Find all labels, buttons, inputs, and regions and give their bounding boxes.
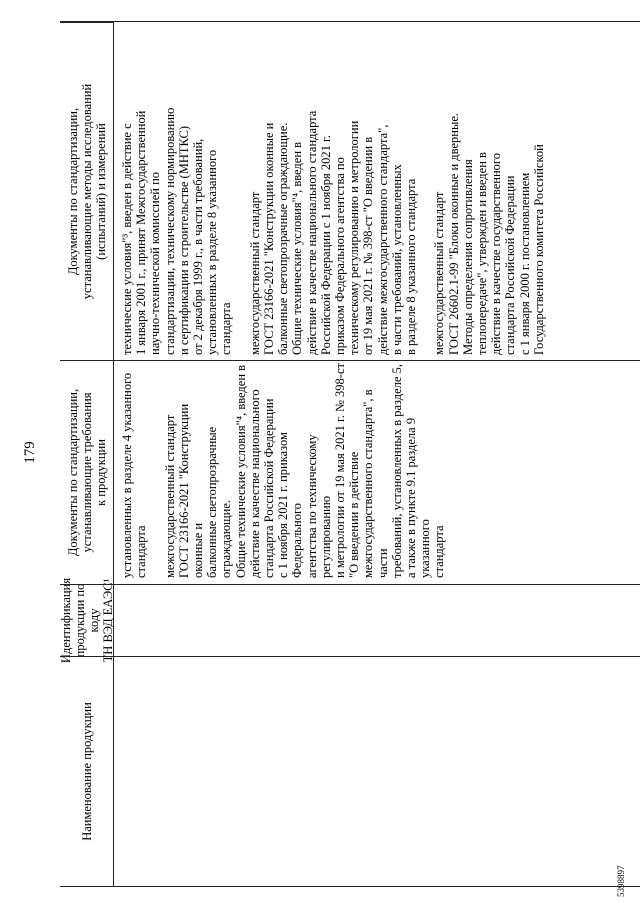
page-number: 179 [22, 441, 38, 464]
header-requirements-docs: Документы по стандартизации, устанавливающие требования к продукции [60, 361, 114, 585]
header-tn-ved-code: Идентификация продукции по коду ТН ВЭД ЕАЭС¹ [58, 577, 115, 664]
column-divider [60, 886, 640, 887]
document-code: 5398897 [616, 865, 626, 897]
column-divider [60, 360, 640, 361]
column-divider [60, 584, 640, 585]
header-methods-docs: Документы по стандартизации, устанавливающие методы исследований (испытаний) и измерений [60, 22, 114, 361]
requirements-docs-cell: установленных в разделе 4 указанного стандарта межгосударственный стандарт ГОСТ 23166-2021 "Конструкции оконные и балконные светопрозрачные ограждающие. Общие технические условия"⁴, введен в действие в качестве национального стандарта Российской Федерации с 1 ноября 2021 г. приказом Федерального агентства по техническому регулированию и метрологии от 19 мая 2021 г. № 398-ст "О введении в действие межгосударственного стандарта", в части требований, установленных в разделе 5, а также в пункте 9.1 раздела 9 указанного стандарта [120, 363, 447, 578]
standards-table [60, 22, 640, 887]
header-product-name: Наименование продукции [60, 657, 114, 887]
column-divider [60, 656, 640, 657]
column-divider [60, 21, 640, 22]
methods-docs-cell: технические условия"³, введен в действие с 1 января 2001 г., принят Межгосударственной научно-технической комиссией по стандартизации, техническому нормированию и сертификации в строительстве (МНТКС) от 2 декабря 1999 г., в части требований, установленных в разделе 8 указанного стандарта межгосударственный стандарт ГОСТ 23166-2021 "Конструкции оконные и балконные светопрозрачные ограждающие. Общие технические условия"⁴, введен в действие в качестве национального стандарта Российской Федерации с 1 ноября 2021 г. приказом Федерального агентства по техническому регулированию и метрологии от 19 мая 2021 г. № 398-ст "О введении в действие межгосударственного стандарта", в части требований, установленных в разделе 8 указанного стандарта межгосударственный стандарт ГОСТ 26602.1-99 "Блоки оконные и дверные. Методы определения сопротивления теплопередаче", утвержден и введен в действие в качестве государственного стандарта Российской Федерации с 1 января 2000 г. постановлением Государственного комитета Российской [120, 107, 546, 355]
